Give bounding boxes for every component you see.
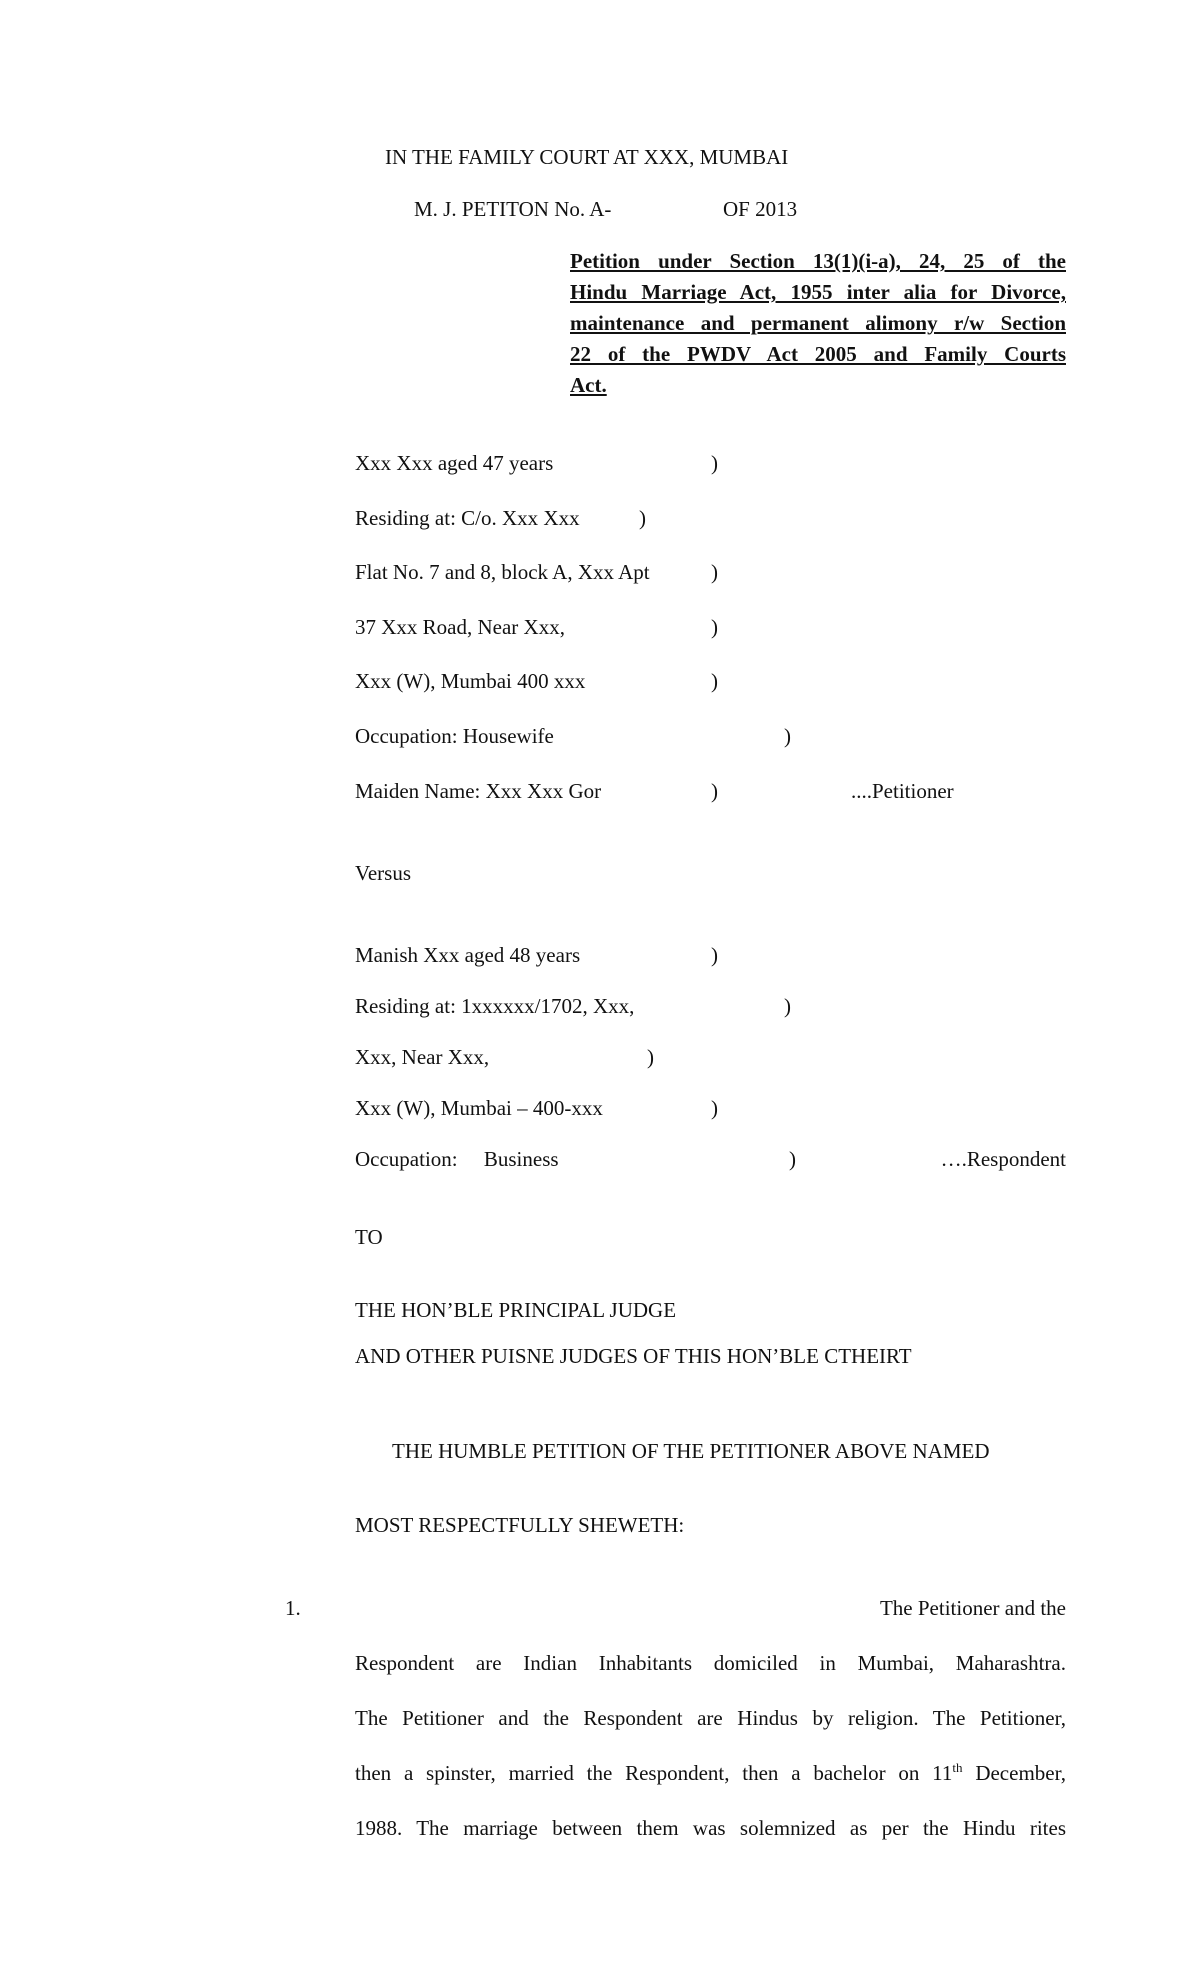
- respondent-line: Xxx, Near Xxx,: [355, 1045, 490, 1069]
- petitioner-line: Occupation: Housewife: [355, 724, 554, 748]
- petition-number: M. J. PETITON No. A-: [414, 197, 612, 221]
- paragraph-text: then a spinster, married the Respondent, then a bachelor on 11: [355, 1761, 953, 1785]
- respondent-line: Residing at: 1xxxxxx/1702, Xxx,: [355, 994, 635, 1018]
- heading-line: Act.: [570, 373, 607, 397]
- petitioner-line: Xxx (W), Mumbai 400 xxx: [355, 669, 586, 693]
- petition-heading: [570, 246, 1066, 401]
- ordinal-suffix: th: [952, 1760, 963, 1775]
- petitioner-line: Flat No. 7 and 8, block A, Xxx Apt: [355, 560, 650, 584]
- to-label: TO: [355, 1225, 383, 1249]
- humble-petition-heading: THE HUMBLE PETITION OF THE PETITIONER ABOVE NAMED: [392, 1439, 990, 1463]
- bracket: ): [711, 1096, 718, 1120]
- paragraph-number: 1.: [285, 1596, 301, 1620]
- petitioner-role: ....Petitioner: [851, 779, 954, 803]
- bracket: ): [711, 451, 718, 475]
- petitioner-line: Maiden Name: Xxx Xxx Gor: [355, 779, 602, 803]
- respondent-line: Manish Xxx aged 48 years: [355, 943, 581, 967]
- bracket: ): [711, 560, 718, 584]
- heading-line: 22 of the PWDV Act 2005 and Family Courts: [570, 342, 1066, 366]
- respondent-line: Occupation: Business: [355, 1147, 559, 1171]
- bracket: ): [711, 779, 718, 803]
- respondent-line: Xxx (W), Mumbai – 400-xxx: [355, 1096, 603, 1120]
- paragraph-line: The Petitioner and the: [879, 1596, 1066, 1620]
- addressee-line: THE HON’BLE PRINCIPAL JUDGE: [355, 1298, 677, 1322]
- bracket: ): [639, 506, 646, 530]
- bracket: ): [711, 943, 718, 967]
- bracket: ): [647, 1045, 654, 1069]
- addressee-line: AND OTHER PUISNE JUDGES OF THIS HON’BLE CTHEIRT: [355, 1344, 912, 1368]
- bracket: ): [711, 615, 718, 639]
- petition-year: OF 2013: [723, 197, 798, 221]
- paragraph-line: The Petitioner and the Respondent are Hindus by religion. The Petitioner,: [355, 1706, 1066, 1730]
- paragraph-line: [355, 1760, 1066, 1786]
- paragraph-text: December,: [962, 1761, 1067, 1785]
- bracket: ): [711, 669, 718, 693]
- heading-line: Hindu Marriage Act, 1955 inter alia for Divorce,: [570, 280, 1066, 304]
- heading-line: maintenance and permanent alimony r/w Section: [570, 311, 1066, 335]
- versus-label: Versus: [355, 861, 411, 885]
- bracket: ): [784, 994, 791, 1018]
- court-title: IN THE FAMILY COURT AT XXX, MUMBAI: [385, 145, 789, 169]
- sheweth-heading: MOST RESPECTFULLY SHEWETH:: [355, 1513, 685, 1537]
- bracket: ): [784, 724, 791, 748]
- paragraph-line: Respondent are Indian Inhabitants domiciled in Mumbai, Maharashtra.: [355, 1651, 1066, 1675]
- heading-line: Petition under Section 13(1)(i-a), 24, 25 of the: [570, 249, 1066, 273]
- respondent-role: ….Respondent: [940, 1147, 1066, 1171]
- bracket: ): [789, 1147, 796, 1171]
- petitioner-line: Xxx Xxx aged 47 years: [355, 451, 554, 475]
- petitioner-line: Residing at: C/o. Xxx Xxx: [355, 506, 580, 530]
- paragraph-line: 1988. The marriage between them was solemnized as per the Hindu rites: [355, 1816, 1066, 1840]
- petitioner-line: 37 Xxx Road, Near Xxx,: [355, 615, 565, 639]
